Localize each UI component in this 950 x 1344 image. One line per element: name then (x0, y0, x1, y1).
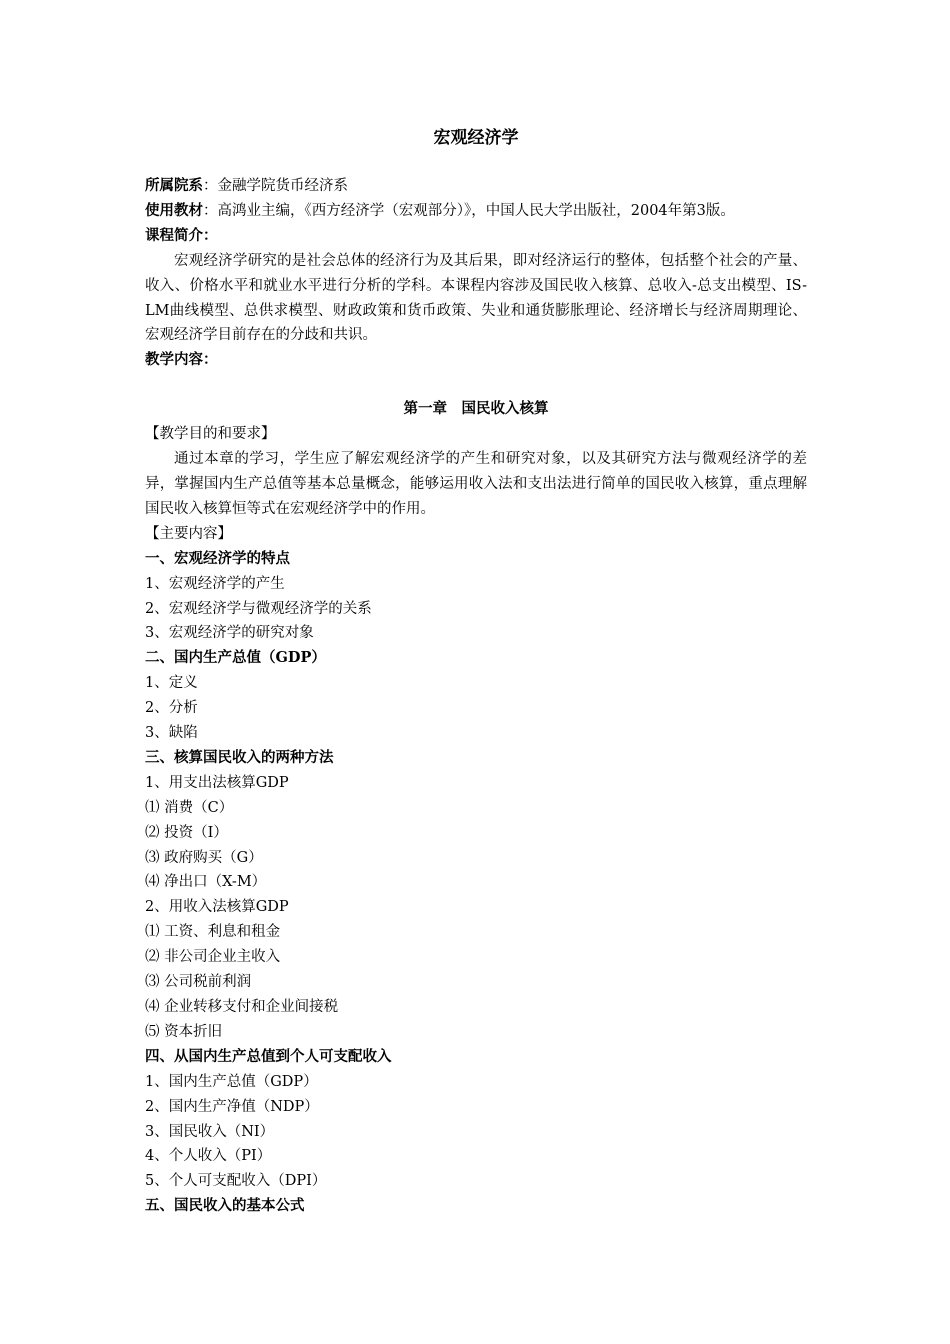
outline-item: 2、用收入法核算GDP (145, 899, 289, 916)
textbook-line (145, 199, 807, 224)
department-value: ：金融学院货币经济系 (203, 178, 348, 194)
goal-header: 【教学目的和要求】 (145, 426, 276, 443)
outline-item: ⑵ 非公司企业主收入 (145, 949, 281, 966)
teaching-content-label: 教学内容： (145, 351, 218, 369)
outline-item: ⑸ 资本折旧 (145, 1023, 223, 1040)
outline-item: ⑶ 政府购买（G） (145, 849, 263, 866)
section-heading: 三、核算国民收入的两种方法 (145, 748, 334, 766)
document-title: 宏观经济学 (433, 128, 519, 148)
goal-text: 通过本章的学习，学生应了解宏观经济学的产生和研究对象，以及其研究方法与微观经济学的差异，掌握国内生产总值等基本总量概念，能够运用收入法和支出法进行简单的国民收入核算，重点理解国民收入核算恒等式在宏观经济学中的作用。 (145, 451, 807, 517)
section-heading: 一、宏观经济学的特点 (145, 549, 290, 567)
outline-sections (145, 547, 807, 1219)
outline-item: 2、国内生产净值（NDP） (145, 1098, 319, 1115)
course-intro-text: 宏观经济学研究的是社会总体的经济行为及其后果，即对经济运行的整体，包括整个社会的产量、收入、价格水平和就业水平进行分析的学科。本课程内容涉及国民收入核算、总收入-总支出模型、IS-LM曲线模型、总供求模型、财政政策和货币政策、失业和通货膨胀理论、经济增长与经济周期理论、宏观经济学目前存在的分歧和共识。 (145, 252, 807, 344)
department-label: 所属院系 (145, 177, 203, 194)
outline-item: 2、分析 (145, 700, 198, 717)
outline-item: 2、宏观经济学与微观经济学的关系 (145, 600, 372, 617)
textbook-value: ：高鸿业主编，《西方经济学（宏观部分）》，中国人民大学出版社，2004年第3版。 (203, 202, 735, 219)
outline-item: 1、宏观经济学的产生 (145, 575, 285, 592)
outline-item: ⑷ 企业转移支付和企业间接税 (145, 999, 339, 1015)
outline-item: ⑶ 公司税前利润 (145, 974, 252, 991)
section-heading: 四、从国内生产总值到个人可支配收入 (145, 1047, 392, 1065)
department-line (145, 174, 807, 199)
course-intro-label: 课程简介： (145, 226, 218, 244)
outline-item: 1、定义 (145, 675, 198, 692)
outline-item: 1、用支出法核算GDP (145, 774, 289, 791)
outline-item: 1、国内生产总值（GDP） (145, 1073, 318, 1090)
outline-item: 3、国民收入（NI） (145, 1123, 275, 1140)
outline-item: ⑴ 消费（C） (145, 799, 234, 816)
outline-item: 4、个人收入（PI） (145, 1148, 272, 1165)
outline-item: ⑴ 工资、利息和租金 (145, 924, 281, 941)
outline-item: 3、缺陷 (145, 725, 198, 742)
section-heading: 五、国民收入的基本公式 (145, 1197, 305, 1215)
chapter-title: 第一章 国民收入核算 (403, 400, 549, 418)
outline-item: ⑷ 净出口（X-M） (145, 874, 267, 891)
outline-item: 3、宏观经济学的研究对象 (145, 625, 314, 642)
outline-item: ⑵ 投资（I） (145, 824, 228, 841)
textbook-label: 使用教材 (145, 201, 203, 219)
document-body (145, 124, 807, 1219)
outline-item: 5、个人可支配收入（DPI） (145, 1173, 327, 1190)
main-content-header: 【主要内容】 (145, 525, 232, 542)
section-heading: 二、国内生产总值（GDP） (145, 649, 326, 667)
